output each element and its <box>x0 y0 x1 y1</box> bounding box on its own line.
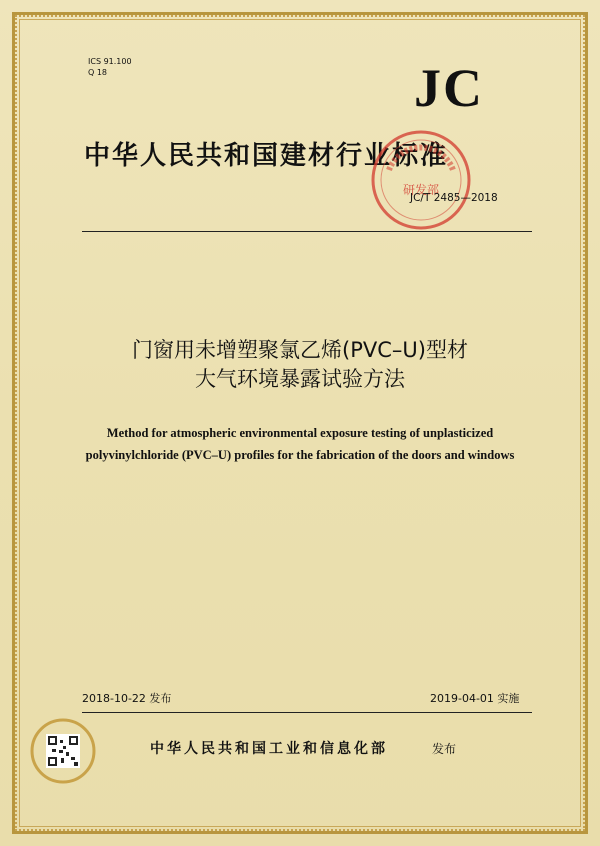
issuer-suffix: 发布 <box>432 742 457 756</box>
chinese-title-line1: 门窗用未增塑聚氯乙烯(PVC–U)型材 <box>132 338 468 362</box>
chinese-title <box>60 336 540 394</box>
publish-date: 2018-10-22 发布 <box>82 692 172 705</box>
english-title-line1: Method for atmospheric environmental exposure testing of unplasticized <box>106 426 494 440</box>
class-code: Q 18 <box>88 68 108 77</box>
english-title-line2: polyvinylchloride (PVC–U) profiles for the fabrication of the doors and windows <box>85 448 515 462</box>
red-seal-stamp <box>369 128 473 232</box>
classification-codes <box>88 56 132 78</box>
jc-logo: JC <box>414 58 484 118</box>
qr-code-seal <box>30 718 96 784</box>
stamp-text: 研发部 <box>402 183 440 197</box>
standard-title: 中华人民共和国建材行业标准 <box>84 141 449 171</box>
ics-code: ICS 91.100 <box>88 57 132 66</box>
top-divider <box>82 231 532 232</box>
implement-date: 2019-04-01 实施 <box>430 692 520 705</box>
english-title <box>40 422 560 466</box>
bottom-divider <box>82 712 532 713</box>
standard-number: JC/T 2485—2018 <box>410 192 498 204</box>
chinese-title-line2: 大气环境暴露试验方法 <box>195 367 405 391</box>
issuing-authority: 中华人民共和国工业和信息化部 <box>150 741 388 757</box>
